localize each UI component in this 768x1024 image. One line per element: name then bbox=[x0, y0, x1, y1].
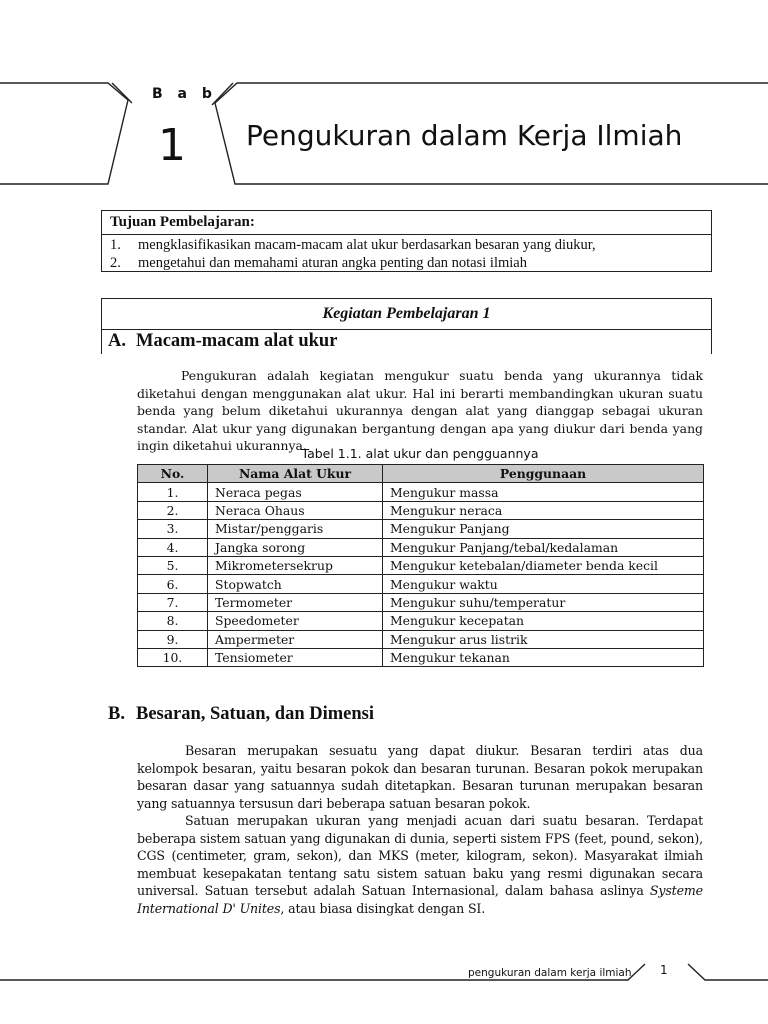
chapter-title: Pengukuran dalam Kerja Ilmiah bbox=[246, 119, 683, 152]
table-row bbox=[138, 593, 704, 611]
cell-tool-name: Mistar/penggaris bbox=[208, 520, 383, 538]
running-title: pengukuran dalam kerja ilmiah bbox=[468, 967, 632, 979]
cell-usage: Mengukur massa bbox=[383, 483, 704, 501]
learning-objectives-box bbox=[101, 210, 712, 272]
cell-usage: Mengukur Panjang bbox=[383, 520, 704, 538]
objective-item bbox=[110, 236, 596, 254]
table-row bbox=[138, 520, 704, 538]
cell-tool-name: Speedometer bbox=[208, 612, 383, 630]
objectives-title: Tujuan Pembelajaran: bbox=[102, 211, 711, 235]
objective-number: 2. bbox=[110, 255, 121, 271]
activity-title: Kegiatan Pembelajaran 1 bbox=[102, 299, 711, 330]
cell-usage: Mengukur waktu bbox=[383, 575, 704, 593]
objective-number: 1. bbox=[110, 237, 121, 253]
chapter-header-frame bbox=[0, 0, 768, 200]
si-term-italic: Systeme International D' Unites bbox=[137, 883, 703, 916]
cell-no: 4. bbox=[138, 538, 208, 556]
chapter-number: 1 bbox=[158, 120, 186, 171]
cell-tool-name: Neraca pegas bbox=[208, 483, 383, 501]
cell-no: 8. bbox=[138, 612, 208, 630]
header-usage: Penggunaan bbox=[383, 465, 704, 483]
objective-text: mengklasifikasikan macam-macam alat ukur berdasarkan besaran yang diukur, bbox=[138, 237, 596, 253]
cell-tool-name: Mikrometersekrup bbox=[208, 556, 383, 574]
section-b-heading bbox=[108, 703, 374, 725]
section-a-title: Macam-macam alat ukur bbox=[136, 331, 338, 351]
footer-right-line bbox=[688, 964, 768, 980]
footer-frame bbox=[0, 955, 768, 995]
table-row bbox=[138, 483, 704, 501]
left-tab-shape bbox=[0, 83, 128, 184]
paragraph-2-end: , atau biasa disingkat dengan SI. bbox=[280, 900, 486, 916]
objective-text: mengetahui dan memahami aturan angka penting dan notasi ilmiah bbox=[138, 255, 527, 271]
cell-tool-name: Tensiometer bbox=[208, 648, 383, 666]
cell-no: 1. bbox=[138, 483, 208, 501]
table-caption: Tabel 1.1. alat ukur dan pengguannya bbox=[301, 446, 539, 461]
table-row bbox=[138, 538, 704, 556]
section-b-text-block bbox=[137, 742, 703, 917]
table-body bbox=[138, 483, 704, 667]
section-a-heading bbox=[108, 330, 337, 352]
table-row bbox=[138, 648, 704, 666]
cell-usage: Mengukur ketebalan/diameter benda kecil bbox=[383, 556, 704, 574]
cell-tool-name: Termometer bbox=[208, 593, 383, 611]
cell-no: 6. bbox=[138, 575, 208, 593]
objective-item bbox=[110, 254, 527, 272]
section-b-paragraph-1: Besaran merupakan sesuatu yang dapat diukur. Besaran terdiri atas dua kelompok besaran, yaitu besaran pokok dan besaran turunan. Besaran pokok merupakan besaran dasar yang satuannya sudah ditetapkan. Besaran turunan merupakan besaran yang satuannya tersusun dari beberapa satuan besaran pokok. bbox=[137, 743, 703, 811]
section-b-title: Besaran, Satuan, dan Dimensi bbox=[136, 704, 374, 724]
table-row bbox=[138, 501, 704, 519]
cell-no: 2. bbox=[138, 501, 208, 519]
header-no: No. bbox=[138, 465, 208, 483]
table-row bbox=[138, 630, 704, 648]
cell-usage: Mengukur neraca bbox=[383, 501, 704, 519]
cell-no: 9. bbox=[138, 630, 208, 648]
chapter-label: B a b bbox=[152, 86, 217, 102]
paragraph-2-text: Satuan merupakan ukuran yang menjadi acuan dari suatu besaran. Terdapat beberapa sistem satuan yang digunakan di dunia, seperti sistem FPS (feet, pound, sekon), CGS (centimeter, gram, sekon), dan MKS (meter, kilogram, sekon). Masyarakat ilmiah membuat kesepakatan tentang satu sistem satuan baku yang resmi digunakan secara universal. Satuan tersebut adalah Satuan Internasional, dalam bahasa aslinya bbox=[137, 813, 703, 898]
table-row bbox=[138, 556, 704, 574]
section-a-paragraph bbox=[137, 367, 703, 455]
table-row bbox=[138, 612, 704, 630]
cell-no: 3. bbox=[138, 520, 208, 538]
section-b-letter: B. bbox=[108, 704, 125, 724]
cell-usage: Mengukur suhu/temperatur bbox=[383, 593, 704, 611]
table-row bbox=[138, 575, 704, 593]
cell-usage: Mengukur kecepatan bbox=[383, 612, 704, 630]
table-header-row bbox=[138, 465, 704, 483]
section-b-paragraph-2 bbox=[137, 812, 703, 917]
cell-usage: Mengukur arus listrik bbox=[383, 630, 704, 648]
section-a-letter: A. bbox=[108, 331, 126, 351]
cell-tool-name: Jangka sorong bbox=[208, 538, 383, 556]
cell-usage: Mengukur Panjang/tebal/kedalaman bbox=[383, 538, 704, 556]
cell-tool-name: Ampermeter bbox=[208, 630, 383, 648]
cell-tool-name: Stopwatch bbox=[208, 575, 383, 593]
measuring-tools-table bbox=[137, 464, 704, 667]
cell-no: 5. bbox=[138, 556, 208, 574]
cell-no: 7. bbox=[138, 593, 208, 611]
cell-usage: Mengukur tekanan bbox=[383, 648, 704, 666]
cell-tool-name: Neraca Ohaus bbox=[208, 501, 383, 519]
header-tool-name: Nama Alat Ukur bbox=[208, 465, 383, 483]
left-tab-inner bbox=[112, 83, 132, 103]
section-a-text: Pengukuran adalah kegiatan mengukur suatu benda yang ukurannya tidak diketahui dengan menggunakan alat ukur. Hal ini berarti membandingkan ukuran suatu benda yang belum diketahui ukurannya dengan alat yang dianggap sebagai ukuran standar. Alat ukur yang digunakan bergantung dengan apa yang diukur dari benda yang ingin diketahui ukurannya. bbox=[137, 368, 703, 454]
page-number: 1 bbox=[660, 963, 668, 977]
cell-no: 10. bbox=[138, 648, 208, 666]
